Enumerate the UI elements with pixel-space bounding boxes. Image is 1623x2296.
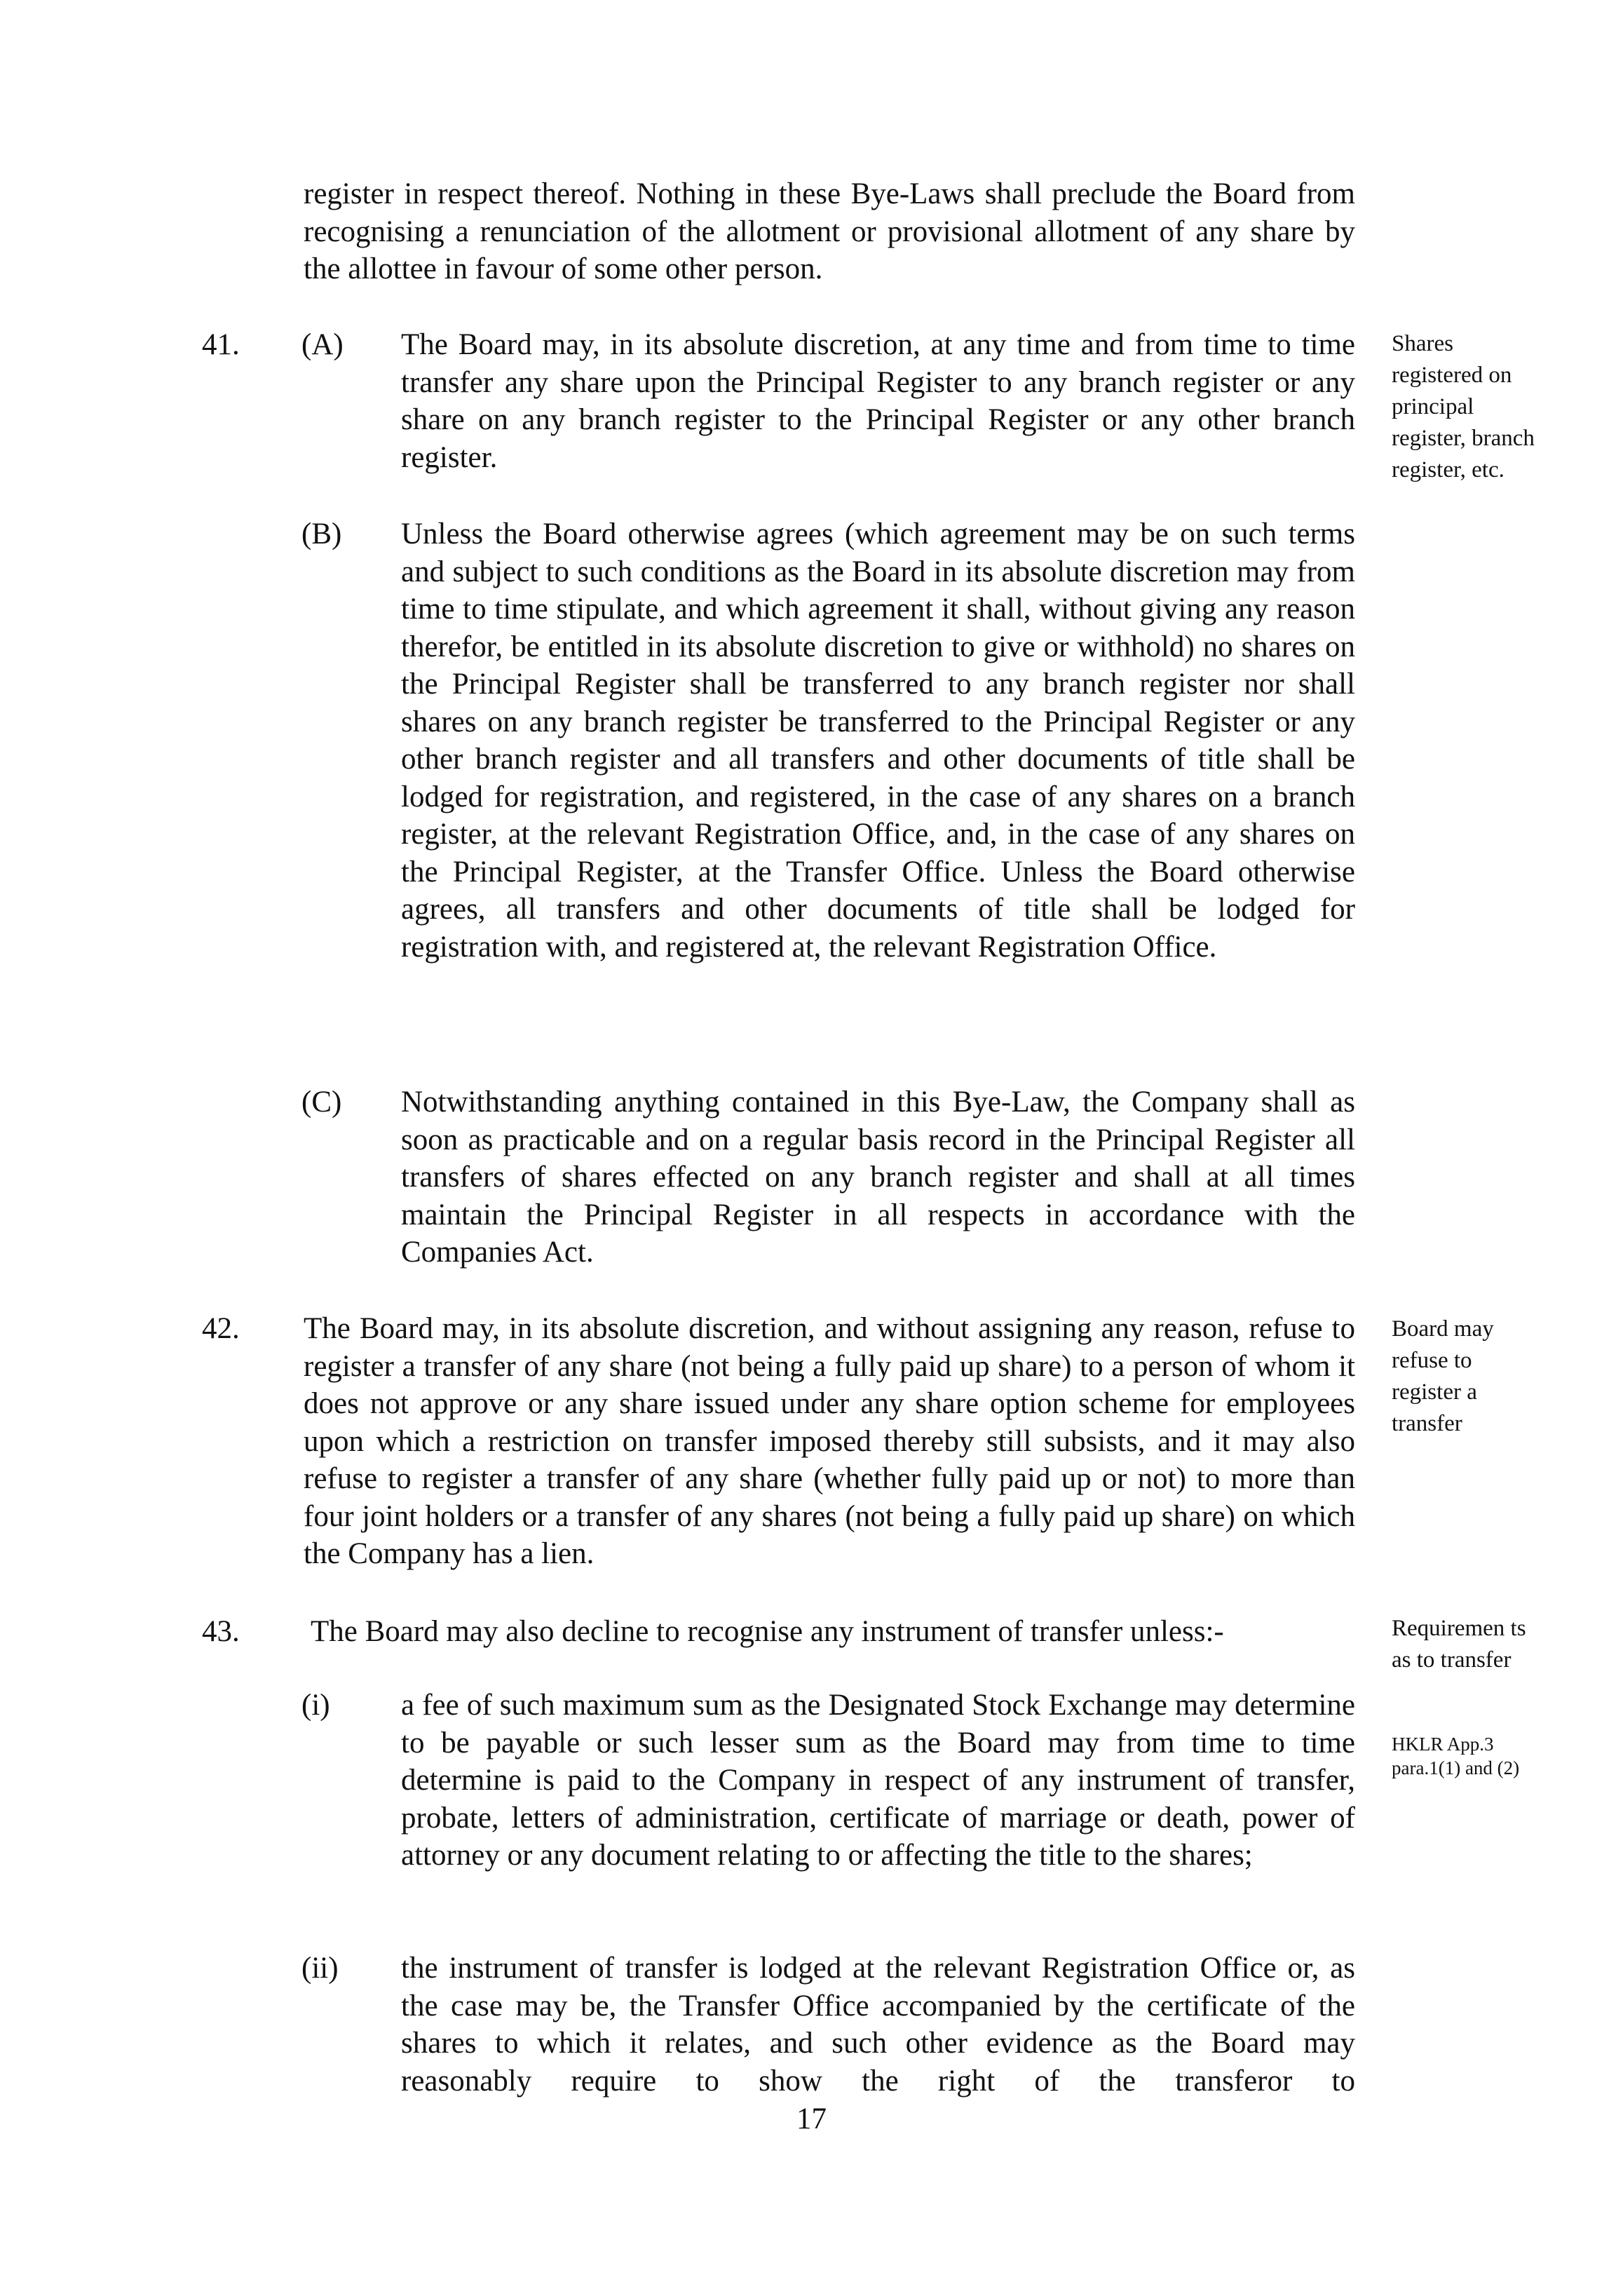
clause-43-number: 43. xyxy=(202,1615,240,1648)
clause-43-margin-reference: HKLR App.3 para.1(1) and (2) xyxy=(1392,1734,1520,1778)
clause-43-ii-text: the instrument of transfer is lodged at the relevant Registration Office or, as the case may be, the Transfer Office accompanied by the certificate of the shares to which it relates, and such other evidence as the Board may reasonably require to show the right of the transferor to xyxy=(401,1952,1355,2098)
clause-43-text: The Board may also decline to recognise any instrument of transfer unless:- xyxy=(311,1615,1224,1648)
clause-41-number: 41. xyxy=(202,328,240,361)
clause-41-b-label: (B) xyxy=(301,518,342,551)
clause-41-a-label: (A) xyxy=(301,328,344,361)
clause-43-margin-note: Requiremen ts as to transfer xyxy=(1392,1616,1526,1673)
clause-42-text: The Board may, in its absolute discretion, and without assigning any reason, refuse to register a transfer of any share (not being a fully paid up share) to a person of whom it does not approve or any share issued under any share option scheme for employees upon which a restriction on transfer imposed thereby still subsists, and it may also refuse to register a transfer of any share (whether fully paid up or not) to more than four joint holders or a transfer of any shares (not being a fully paid up share) on which the Company has a lien. xyxy=(304,1312,1355,1570)
clause-43-i-label: (i) xyxy=(301,1689,330,1722)
clause-42-number: 42. xyxy=(202,1312,240,1345)
intro-paragraph: register in respect thereof. Nothing in these Bye-Laws shall preclude the Board from recognising a renunciation of the allotment or provisional allotment of any share by the allottee in favour of some other person. xyxy=(304,177,1355,285)
clause-41-b-text: Unless the Board otherwise agrees (which agreement may be on such terms and subject to such conditions as the Board in its absolute discretion may from time to time stipulate, and which agreement it shall, without giving any reason therefor, be entitled in its absolute discretion to give or withhold) no shares on the Principal Register shall be transferred to any branch register nor shall shares on any branch register be transferred to the Principal Register or any other branch register and all transfers and other documents of title shall be lodged for registration, and registered, in the case of any shares on a branch register, at the relevant Registration Office, and, in the case of any shares on the Principal Register, at the Transfer Office. Unless the Board otherwise agrees, all transfers and other documents of title shall be lodged for registration with, and registered at, the relevant Registration Office. xyxy=(401,518,1355,964)
clause-42-margin-note: Board may refuse to register a transfer xyxy=(1392,1316,1494,1436)
clause-43-i-text: a fee of such maximum sum as the Designated Stock Exchange may determine to be payable or such lesser sum as the Board may from time to time determine is paid to the Company in respect of any instrument of transfer, probate, letters of administration, certificate of marriage or death, power of attorney or any document relating to or affecting the title to the shares; xyxy=(401,1689,1355,1872)
clause-41-a-text: The Board may, in its absolute discretion, at any time and from time to time transfer any share upon the Principal Register to any branch register or any share on any branch register to the Principal Register or any other branch register. xyxy=(401,328,1355,474)
clause-41-c-text: Notwithstanding anything contained in this Bye-Law, the Company shall as soon as practicable and on a regular basis record in the Principal Register all transfers of shares effected on any branch register and shall at all times maintain the Principal Register in all respects in accordance with the Companies Act. xyxy=(401,1086,1355,1269)
clause-41-c-label: (C) xyxy=(301,1086,342,1119)
clause-43-ii-label: (ii) xyxy=(301,1952,339,1985)
clause-41-margin-note: Shares registered on principal register, branch register, etc. xyxy=(1392,331,1535,482)
page-number: 17 xyxy=(796,2102,827,2135)
